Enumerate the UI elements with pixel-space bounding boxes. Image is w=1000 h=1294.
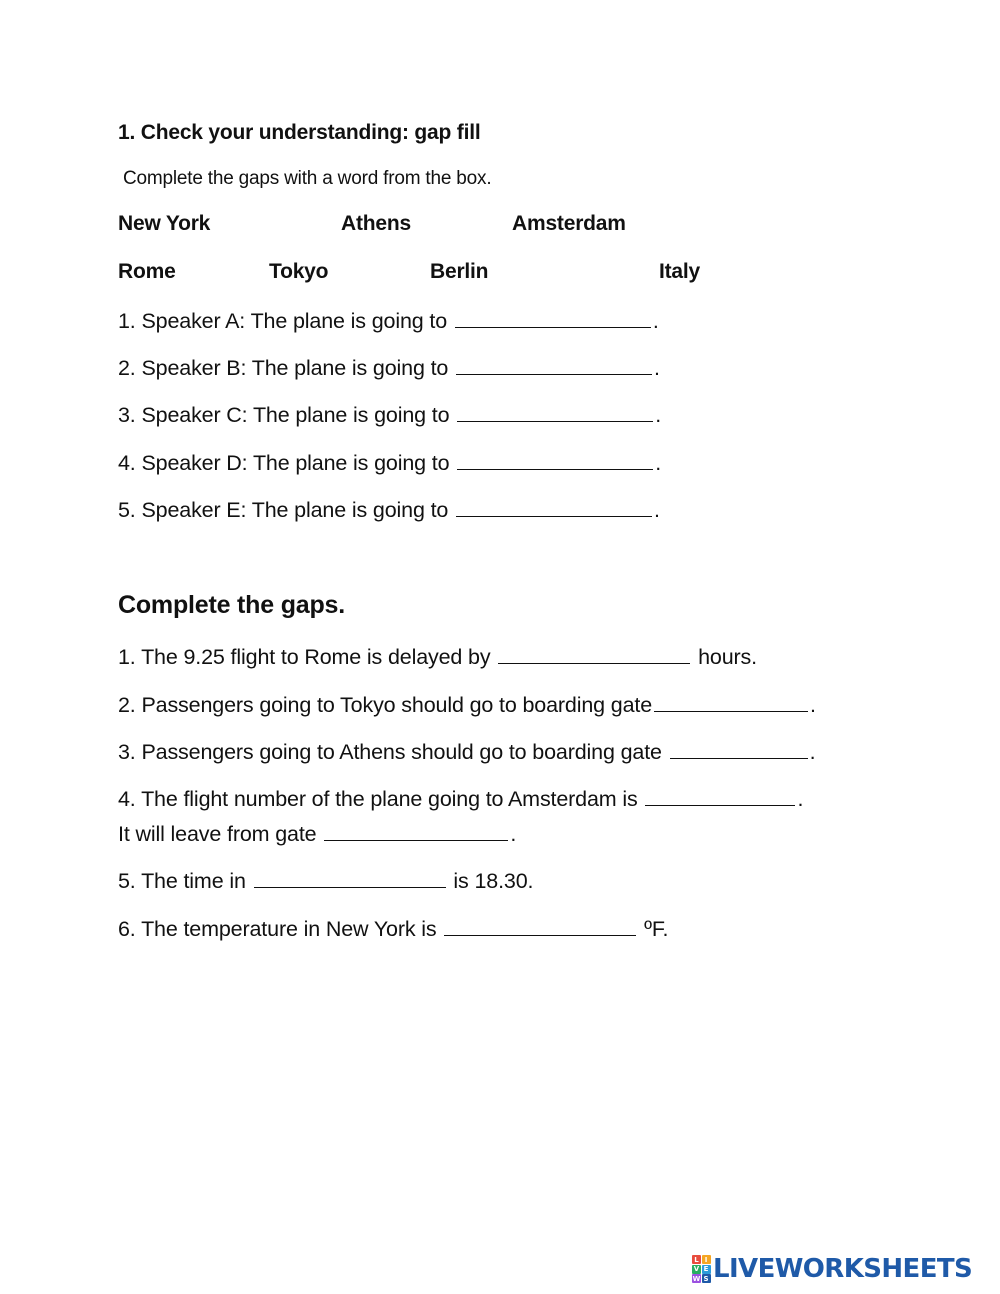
answer-blank[interactable] bbox=[324, 821, 508, 841]
gap-item bbox=[118, 786, 803, 812]
gap-item-suffix: . bbox=[810, 693, 816, 717]
answer-blank[interactable] bbox=[645, 786, 795, 806]
gap-item-text: 1. Speaker A: The plane is going to bbox=[118, 309, 453, 333]
gap-item-suffix: is 18.30. bbox=[447, 869, 534, 893]
gap-item bbox=[118, 916, 668, 942]
logo-tile: W bbox=[692, 1274, 701, 1283]
answer-blank[interactable] bbox=[444, 916, 636, 936]
gap-item-text: 4. Speaker D: The plane is going to bbox=[118, 451, 456, 475]
logo-tile: L bbox=[692, 1255, 701, 1264]
logo-tile: E bbox=[702, 1265, 711, 1274]
gap-item-suffix: . bbox=[652, 309, 659, 333]
gap-item-suffix: hours. bbox=[692, 645, 757, 669]
gap-item-suffix: . bbox=[797, 787, 804, 811]
logo-tile: V bbox=[693, 1265, 700, 1273]
gap-item bbox=[118, 692, 816, 718]
answer-blank[interactable] bbox=[456, 355, 652, 375]
gap-item-text: 6. The temperature in New York is bbox=[118, 917, 443, 941]
gap-item-text: 3. Speaker C: The plane is going to bbox=[118, 403, 456, 427]
gap-item-text: 1. The 9.25 flight to Rome is delayed by bbox=[118, 645, 497, 669]
liveworksheets-wordmark: LIVEWORKSHEETS bbox=[713, 1254, 973, 1284]
gap-item-suffix: . bbox=[809, 740, 816, 764]
word-amsterdam: Amsterdam bbox=[512, 212, 626, 235]
gap-item-text: 5. Speaker E: The plane is going to bbox=[118, 498, 455, 522]
gap-item bbox=[118, 450, 661, 476]
gap-item bbox=[118, 308, 659, 334]
gap-item bbox=[118, 644, 757, 670]
gap-item-suffix: . bbox=[655, 403, 662, 427]
gap-item-text: 2. Speaker B: The plane is going to bbox=[118, 356, 455, 380]
answer-blank[interactable] bbox=[456, 497, 652, 517]
answer-blank[interactable] bbox=[455, 308, 651, 328]
gap-item-suffix: . bbox=[510, 822, 517, 846]
word-berlin: Berlin bbox=[430, 260, 489, 283]
gap-item bbox=[118, 821, 516, 847]
answer-blank[interactable] bbox=[670, 739, 808, 759]
gap-item-text: 5. The time in bbox=[118, 869, 252, 893]
gap-item-suffix: . bbox=[655, 451, 662, 475]
answer-blank[interactable] bbox=[457, 450, 653, 470]
section1-title: 1. Check your understanding: gap fill bbox=[118, 121, 481, 144]
gap-item-text: It will leave from gate bbox=[118, 822, 323, 846]
word-athens: Athens bbox=[341, 212, 411, 235]
liveworksheets-logo bbox=[692, 1253, 972, 1285]
logo-tile: S bbox=[703, 1274, 709, 1283]
answer-blank[interactable] bbox=[254, 868, 446, 888]
gap-item-text: 4. The flight number of the plane going to Amsterdam is bbox=[118, 787, 644, 811]
section2-title: Complete the gaps. bbox=[118, 591, 345, 619]
gap-item-suffix: . bbox=[654, 498, 660, 522]
answer-blank[interactable] bbox=[498, 644, 690, 664]
word-new-york: New York bbox=[118, 212, 211, 235]
gap-item bbox=[118, 739, 816, 765]
gap-item bbox=[118, 497, 660, 523]
liveworksheets-logo-icon bbox=[692, 1255, 710, 1283]
logo-tile: I bbox=[702, 1255, 711, 1264]
gap-item-text: 2. Passengers going to Tokyo should go to boarding gate bbox=[118, 693, 653, 717]
gap-item-suffix: . bbox=[654, 356, 660, 380]
gap-item bbox=[118, 355, 660, 381]
word-italy: Italy bbox=[659, 260, 701, 283]
word-tokyo: Tokyo bbox=[269, 260, 329, 283]
gap-item-suffix: ºF. bbox=[638, 917, 669, 941]
gap-item bbox=[118, 868, 533, 894]
answer-blank[interactable] bbox=[654, 692, 808, 712]
word-rome: Rome bbox=[118, 260, 176, 283]
answer-blank[interactable] bbox=[457, 402, 653, 422]
gap-item bbox=[118, 402, 661, 428]
gap-item-text: 3. Passengers going to Athens should go to boarding gate bbox=[118, 740, 668, 764]
section1-instruction: Complete the gaps with a word from the box. bbox=[123, 168, 492, 189]
